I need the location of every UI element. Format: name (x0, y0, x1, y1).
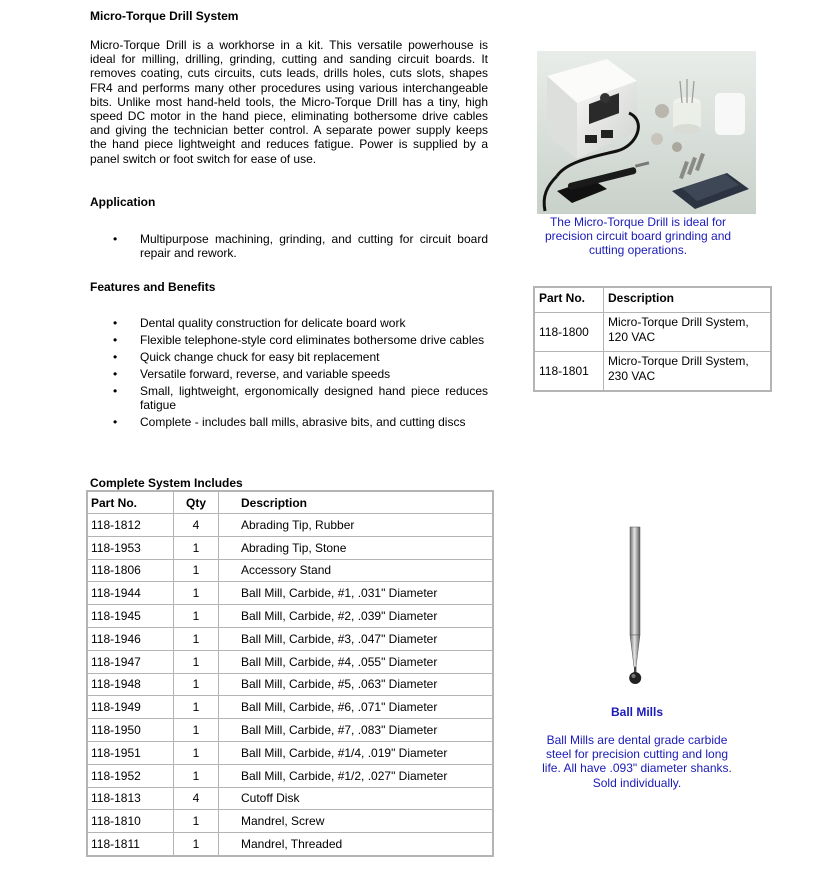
qty-cell: 1 (174, 651, 219, 674)
qty-cell: 1 (174, 765, 219, 788)
header-description: Description (604, 288, 770, 313)
part-no-cell: 118-1800 (535, 313, 604, 352)
table-row (88, 582, 492, 605)
list-item (113, 316, 488, 330)
part-no-cell: 118-1813 (88, 788, 174, 811)
ball-mill-image (614, 525, 654, 690)
description-cell: Ball Mill, Carbide, #1, .031" Diameter (219, 582, 492, 605)
part-no-cell: 118-1810 (88, 810, 174, 833)
table-row (88, 810, 492, 833)
header-description: Description (219, 492, 492, 514)
qty-cell: 1 (174, 833, 219, 855)
table-row (88, 696, 492, 719)
part-no-cell: 118-1953 (88, 537, 174, 560)
description-cell: Ball Mill, Carbide, #1/4, .019" Diameter (219, 742, 492, 765)
part-no-cell: 118-1948 (88, 674, 174, 697)
drill-system-photo (537, 51, 756, 214)
description-cell: Abrading Tip, Stone (219, 537, 492, 560)
table-row (88, 560, 492, 583)
list-item-text: Dental quality construction for delicate board work (140, 316, 406, 330)
description-cell: Ball Mill, Carbide, #2, .039" Diameter (219, 605, 492, 628)
list-item (113, 367, 488, 381)
application-heading: Application (90, 195, 156, 209)
header-qty: Qty (174, 492, 219, 514)
description-cell: Ball Mill, Carbide, #5, .063" Diameter (219, 674, 492, 697)
description-cell: Ball Mill, Carbide, #1/2, .027" Diameter (219, 765, 492, 788)
part-no-cell: 118-1812 (88, 514, 174, 537)
qty-cell: 1 (174, 810, 219, 833)
features-list (113, 316, 488, 432)
ordering-table (533, 286, 772, 392)
list-item-text: Small, lightweight, ergonomically designed hand piece reduces fatigue (140, 384, 488, 412)
list-item (113, 232, 488, 260)
qty-cell: 4 (174, 514, 219, 537)
table-row (88, 833, 492, 855)
table-row (88, 765, 492, 788)
qty-cell: 1 (174, 537, 219, 560)
list-item-text: Complete - includes ball mills, abrasive bits, and cutting discs (140, 415, 466, 429)
description-cell: Mandrel, Threaded (241, 837, 343, 852)
part-no-cell: 118-1946 (88, 628, 174, 651)
list-item-text: Quick change chuck for easy bit replacement (140, 350, 380, 364)
description-cell: Ball Mill, Carbide, #4, .055" Diameter (219, 651, 492, 674)
table-row (88, 674, 492, 697)
table-row (88, 605, 492, 628)
list-item (113, 333, 488, 347)
table-row (535, 313, 770, 352)
description-cell: Ball Mill, Carbide, #7, .083" Diameter (219, 719, 492, 742)
part-no-cell: 118-1801 (535, 352, 604, 390)
part-no-cell: 118-1952 (88, 765, 174, 788)
application-list (113, 232, 488, 260)
system-includes-heading: Complete System Includes (90, 476, 243, 490)
description-cell: Accessory Stand (219, 560, 492, 583)
header-part-no: Part No. (88, 492, 174, 514)
list-item-text: Flexible telephone-style cord eliminates bothersome drive cables (140, 333, 485, 347)
description-cell: Cutoff Disk (219, 788, 492, 811)
qty-cell: 1 (174, 719, 219, 742)
qty-cell: 1 (174, 696, 219, 719)
page-title: Micro-Torque Drill System (90, 9, 239, 23)
list-item (113, 384, 488, 412)
qty-cell: 4 (174, 788, 219, 811)
table-row (88, 788, 492, 811)
features-heading: Features and Benefits (90, 280, 216, 294)
photo-caption: The Micro-Torque Drill is ideal for precision circuit board grinding and cutting operations. (544, 215, 732, 258)
ball-mills-heading: Ball Mills (610, 705, 663, 719)
qty-cell: 1 (174, 582, 219, 605)
qty-cell: 1 (174, 605, 219, 628)
description-cell: Abrading Tip, Rubber (219, 514, 492, 537)
part-no-cell: 118-1945 (88, 605, 174, 628)
header-part-no: Part No. (535, 288, 604, 313)
intro-paragraph: Micro-Torque Drill is a workhorse in a kit. This versatile powerhouse is ideal for milling, drilling, grinding, cutting and sanding circuit boards. It removes coating, cuts circuits, cuts leads, drills holes, cuts slots, shapes FR4 and performs many other procedures using various interchangeable bits. Unlike most hand-held tools, the Micro-Torque Drill has a tiny, high speed DC motor in the hand piece, eliminating bothersome drive cables and giving the technician better control. A separate power supply keeps the hand piece lightweight and reduces fatigue. Power is supplied by a panel switch or foot switch for ease of use. (90, 38, 488, 166)
system-includes-table (86, 490, 494, 857)
description-cell: Ball Mill, Carbide, #6, .071" Diameter (219, 696, 492, 719)
table-row (88, 514, 492, 537)
description-cell: Ball Mill, Carbide, #3, .047" Diameter (219, 628, 492, 651)
part-no-cell: 118-1806 (88, 560, 174, 583)
list-item (113, 415, 488, 429)
table-row (88, 537, 492, 560)
description-cell: Micro-Torque Drill System, 120 VAC (604, 313, 770, 352)
table-row (88, 628, 492, 651)
qty-cell: 1 (174, 628, 219, 651)
part-no-cell: 118-1949 (88, 696, 174, 719)
part-no-cell: 118-1811 (88, 833, 174, 855)
list-item-text: Multipurpose machining, grinding, and cutting for circuit board repair and rework. (140, 232, 488, 260)
qty-cell: 1 (174, 742, 219, 765)
part-no-cell: 118-1944 (88, 582, 174, 605)
qty-cell: 1 (174, 674, 219, 697)
part-no-cell: 118-1947 (88, 651, 174, 674)
description-cell: Micro-Torque Drill System, 230 VAC (608, 354, 749, 383)
table-row (88, 742, 492, 765)
table-header-row (535, 288, 770, 313)
part-no-cell: 118-1950 (88, 719, 174, 742)
table-row (88, 719, 492, 742)
list-item (113, 350, 488, 364)
table-row (535, 352, 770, 390)
description-cell: Mandrel, Screw (219, 810, 492, 833)
part-no-cell: 118-1951 (88, 742, 174, 765)
qty-cell: 1 (174, 560, 219, 583)
ball-mills-caption: Ball Mills are dental grade carbide steel for precision cutting and long life. All have .093" diameter shanks. Sold individually. (542, 733, 732, 790)
list-item-text: Versatile forward, reverse, and variable speeds (140, 367, 391, 381)
table-row (88, 651, 492, 674)
table-header-row (88, 492, 492, 514)
